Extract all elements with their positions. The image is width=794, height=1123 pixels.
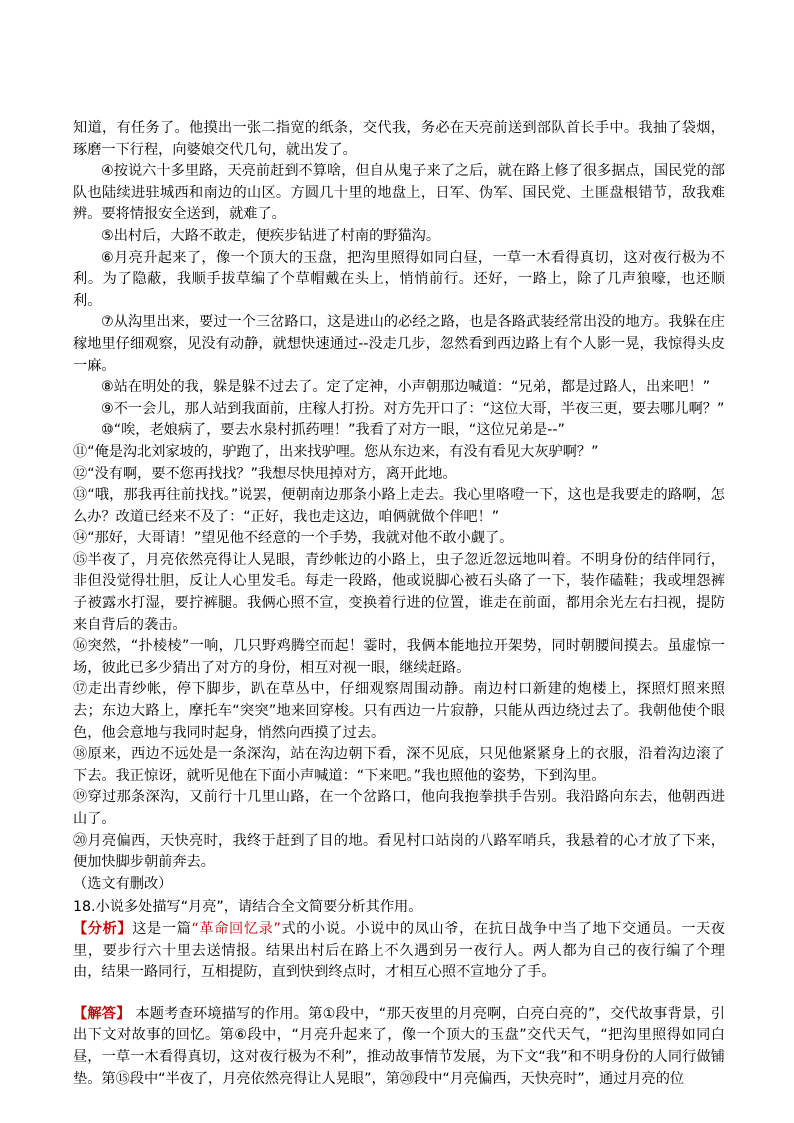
analysis-text: 式的小说。小说中的凤山爷，在抗日战争中当了地下交通员。一天夜里，要步行六十里去送情报。结果出村后在路上不久遇到另一夜行人。两人都为自己的夜行编了个理由，结果一路同行，互相提防，直到快到终点时，才相互心照不宣地分了手。	[73, 920, 725, 981]
answer-tag: 【解答】	[73, 1005, 131, 1022]
answer-block	[73, 1004, 725, 1090]
story-paragraph-0: 知道，有任务了。他摸出一张二指宽的纸条，交代我，务必在天亮前送到部队首长手中。我抽了袋烟，琢磨一下行程，向婆娘交代几句，就出发了。	[73, 120, 725, 158]
story-paragraph-8: ⑧站在明处的我，躲是躲不过去了。定了定神，小声朝那边喊道：“兄弟，都是过路人，出来吧！”	[101, 379, 711, 396]
analysis-block	[73, 919, 725, 984]
analysis-tag: 【分析】	[73, 920, 133, 937]
question-18: 18.小说多处描写“月亮”，请结合全文简要分析其作用。	[73, 899, 423, 916]
story-paragraph-16: ⑯突然，“扑棱棱”一响，几只野鸡腾空而起！霎时，我俩本能地拉开架势，同时朝腰间摸去。虽虚惊一场，彼此已多少猜出了对方的身份，相互对视一眼，继续赶路。	[73, 638, 725, 676]
story-paragraph-20: ⑳月亮偏西，天快亮时，我终于赶到了目的地。看见村口站岗的八路军哨兵，我悬着的心才放了下来，便加快脚步朝前奔去。	[73, 832, 725, 871]
story-paragraph-12: ⑫“没有啊，要不您再找找？”我想尽快甩掉对方，离开此地。	[73, 465, 457, 482]
analysis-highlight: “革命回忆录”	[191, 920, 281, 937]
story-paragraph-14: ⑭“那好，大哥请！”望见他不经意的一个手势，我就对他不敢小觑了。	[73, 530, 514, 547]
spacer	[73, 984, 725, 1004]
story-paragraph-17: ⑰走出青纱帐，停下脚步，趴在草丛中，仔细观察周围动静。南边村口新建的炮楼上，探照灯照来照去；东边大路上，摩托车“突突”地来回穿梭。只有西边一片寂静，只能从西边绕过去了。我朝他使个眼色，他会意地与我同时起身，悄然向西摸了过去。	[73, 681, 725, 741]
story-paragraph-18: ⑱原来，西边不远处是一条深沟，站在沟边朝下看，深不见底，只见他紧紧身上的衣服，沿着沟边滚了下去。我正惊讶，就听见他在下面小声喊道：“下来吧。”我也照他的姿势，下到沟里。	[73, 746, 725, 784]
story-paragraph-7: ⑦从沟里出来，要过一个三岔路口，这是进山的必经之路，也是各路武装经常出没的地方。我躲在庄稼地里仔细观察，见没有动静，就想快速通过--没走几步，忽然看到西边路上有个人影一晃，我惊得头皮一麻。	[73, 314, 725, 374]
answer-text: 本题考查环境描写的作用。第①段中，“那天夜里的月亮啊，白亮白亮的”，交代故事背景，引出下文对故事的回忆。第⑥段中，“月亮升起来了，像一个顶大的玉盘”交代天气，“把沟里照得如同白昼，一草一木看得真切，这对夜行极为不利”，推动故事情节发展，为下文“我”和不明身份的人同行做铺垫。第⑮段中“半夜了，月亮依然亮得让人晃眼”，第⑳段中“月亮偏西，天快亮时”，通过月亮的位	[73, 1005, 725, 1087]
story-paragraph-10: ⑩“唉，老娘病了，要去水泉村抓药哩！”我看了对方一眼，“这位兄弟是--”	[101, 422, 565, 439]
story-paragraph-19: ⑲穿过那条深沟，又前行十几里山路，在一个岔路口，他向我抱拳拱手告别。我沿路向东去，他朝西进山了。	[73, 789, 725, 827]
story-paragraph-15: ⑮半夜了，月亮依然亮得让人晃眼，青纱帐边的小路上，虫子忽近忽远地叫着。不明身份的结伴同行，非但没觉得壮胆，反让人心里发毛。每走一段路，他或说脚心被石头硌了一下，装作磕鞋；我或埋怨裤子被露水打湿，要拧裤腿。我俩心照不宣，变换着行进的位置，谁走在前面，都用余光左右扫视，提防来自背后的袭击。	[73, 551, 725, 633]
story-paragraph-9: ⑨不一会儿，那人站到我面前，庄稼人打扮。对方先开口了：“这位大哥，半夜三更，要去哪儿啊？”	[101, 400, 725, 417]
story-paragraph-11: ⑪“俺是沟北刘家坡的，驴跑了，出来找驴哩。您从东边来，有没有看见大灰驴啊？”	[73, 443, 599, 460]
document-page	[73, 118, 725, 1090]
analysis-pre: 这是一篇	[132, 920, 192, 937]
story-paragraph-4: ④按说六十多里路，天亮前赶到不算啥，但自从鬼子来了之后，就在路上修了很多据点，国民党的部队也陆续进驻城西和南边的山区。方圆几十里的地盘上，日军、伪军、国民党、土匪盘根错节，敌我难辨。要将情报安全送到，就难了。	[73, 163, 725, 223]
story-paragraph-6: ⑥月亮升起来了，像一个顶大的玉盘，把沟里照得如同白昼，一草一木看得真切，这对夜行极为不利。为了隐蔽，我顺手拔草编了个草帽戴在头上，悄悄前行。还好，一路上，除了几声狼嚎，也还顺利。	[73, 249, 725, 309]
story-paragraph-13: ⑬“哦，那我再往前找找。”说罢，便朝南边那条小路上走去。我心里咯噔一下，这也是我要走的路啊，怎么办？改道已经来不及了：“正好，我也走这边，咱俩就做个伴吧！”	[73, 487, 725, 525]
source-note: （选文有删改）	[73, 875, 173, 892]
story-paragraph-5: ⑤出村后，大路不敢走，便疾步钻进了村南的野猫沟。	[101, 227, 441, 244]
